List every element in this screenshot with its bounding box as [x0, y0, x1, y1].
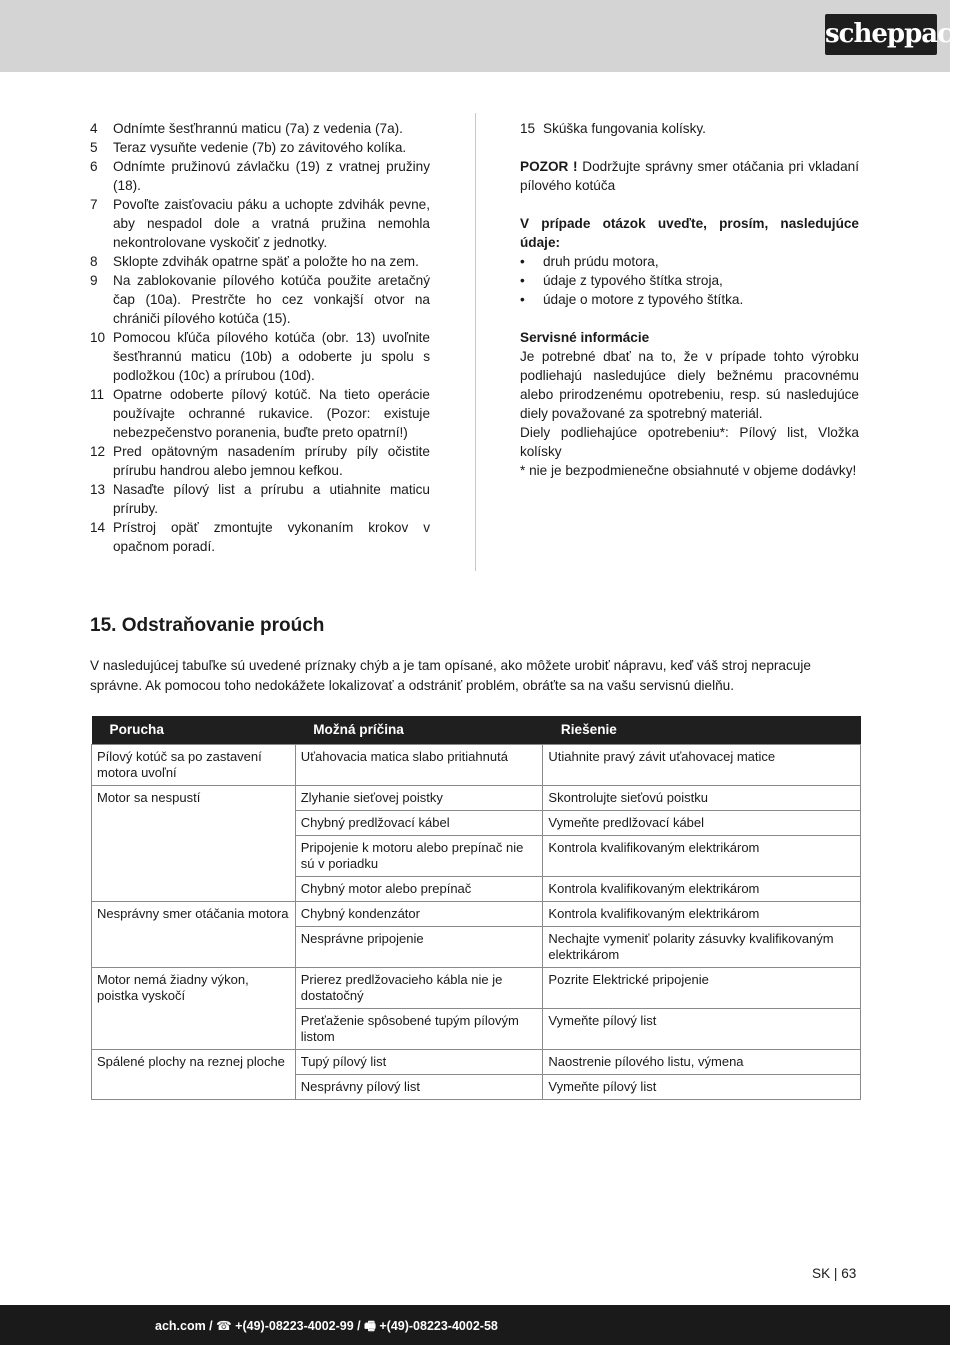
solution-cell: Naostrenie pílového listu, výmena	[543, 1050, 861, 1075]
step-text: Teraz vysuňte vedenie (7b) zo závitového kolíka.	[113, 140, 407, 155]
step-item	[90, 328, 430, 385]
solution-cell: Kontrola kvalifikovaným elektrikárom	[543, 902, 861, 927]
header-cause: Možná príčina	[295, 716, 543, 745]
bullet-icon: •	[520, 273, 525, 288]
scheppach-logo: scheppach	[825, 14, 937, 55]
list-item-text: údaje z typového štítka stroja,	[543, 273, 723, 288]
step-text: Odnímte pružinovú závlačku (19) z vratnej pružiny (18).	[113, 159, 430, 193]
table-row	[92, 968, 861, 1009]
step-number: 7	[90, 197, 98, 212]
table-row	[92, 1050, 861, 1075]
service-heading: Servisné informácie	[520, 330, 650, 345]
caution-note	[520, 157, 859, 195]
step-item	[90, 518, 430, 556]
solution-cell: Pozrite Elektrické pripojenie	[543, 968, 861, 1009]
assembly-steps-column	[90, 119, 430, 556]
step-text: Prístroj opäť zmontujte vykonaním krokov v opačnom poradí.	[113, 520, 430, 554]
cause-cell: Chybný kondenzátor	[295, 902, 543, 927]
right-column	[520, 119, 859, 480]
step-text: Povoľte zaisťovaciu páku a uchopte zdvihák pevne, aby nespadol dole a vratná pružina nemohla nekontrolovane vyskočiť z jednotky.	[113, 197, 430, 250]
cause-cell: Nesprávny pílový list	[295, 1075, 543, 1100]
solution-cell: Skontrolujte sieťovú poistku	[543, 786, 861, 811]
footnote-paragraph: * nie je bezpodmienečne obsiahnuté v objeme dodávky!	[520, 463, 857, 478]
step-item	[90, 480, 430, 518]
table-row	[92, 786, 861, 811]
questions-heading: V prípade otázok uveďte, prosím, nasledujúce údaje:	[520, 216, 859, 250]
step-item	[90, 157, 430, 195]
step-number: 12	[90, 444, 106, 459]
list-item	[520, 290, 859, 309]
step-text: Odnímte šesťhrannú maticu (7a) z vedenia (7a).	[113, 121, 403, 136]
info-bullet-list	[520, 252, 859, 309]
step-item	[90, 119, 430, 138]
step-item	[90, 252, 430, 271]
header-bar	[0, 0, 950, 72]
fault-cell: Spálené plochy na reznej ploche	[92, 1050, 296, 1100]
step-text: Pomocou kľúča pílového kotúča (obr. 13) uvoľnite šesťhrannú maticu (10b) a odoberte ju spolu s podložkou (10c) a prírubou (10d).	[113, 330, 430, 383]
step-number: 6	[90, 159, 98, 174]
section-intro: V nasledujúcej tabuľke sú uvedené príznaky chýb a je tam opísané, ako môžete urobiť nápravu, keď váš stroj nepracuje správne. Ak pomocou toho nedokážete lokalizovať a odstrániť problém, obráťte sa na vašu servisnú dielňu.	[90, 658, 811, 693]
step-number: 10	[90, 330, 106, 345]
list-item-text: údaje o motore z typového štítka.	[543, 292, 744, 307]
fault-cell: Motor nemá žiadny výkon, poistka vyskočí	[92, 968, 296, 1050]
solution-cell: Kontrola kvalifikovaným elektrikárom	[543, 836, 861, 877]
cause-cell: Nesprávne pripojenie	[295, 927, 543, 968]
column-divider	[475, 113, 476, 571]
list-item	[520, 252, 859, 271]
fault-cell: Nesprávny smer otáčania motora	[92, 902, 296, 968]
step-item	[90, 442, 430, 480]
step-text: Sklopte zdvihák opatrne späť a položte ho na zem.	[113, 254, 419, 269]
cause-cell: Uťahovacia matica slabo pritiahnutá	[295, 745, 543, 786]
page-number: SK | 63	[812, 1266, 857, 1281]
header-fault: Porucha	[92, 716, 296, 745]
step-number: 15	[520, 121, 536, 136]
step-item	[90, 138, 430, 157]
solution-cell: Vymeňte pílový list	[543, 1009, 861, 1050]
list-item-text: druh prúdu motora,	[543, 254, 659, 269]
step-number: 4	[90, 121, 98, 136]
bullet-icon: •	[520, 292, 525, 307]
fault-cell: Pílový kotúč sa po zastavení motora uvoľní	[92, 745, 296, 786]
step-item	[90, 385, 430, 442]
caution-text: Dodržujte správny smer otáčania pri vkladaní pílového kotúča	[520, 159, 859, 193]
step-item	[90, 195, 430, 252]
solution-cell: Kontrola kvalifikovaným elektrikárom	[543, 877, 861, 902]
step-text: Opatrne odoberte pílový kotúč. Na tieto operácie používajte ochranné rukavice. (Pozor: existuje nebezpečenstvo poranenia, buďte preto opatrní!)	[113, 387, 430, 440]
step-number: 5	[90, 140, 98, 155]
step-text: Skúška fungovania kolísky.	[543, 121, 706, 136]
wear-parts-paragraph: Diely podliehajúce opotrebeniu*: Pílový list, Vložka kolísky	[520, 425, 859, 459]
table-row	[92, 745, 861, 786]
step-number: 13	[90, 482, 106, 497]
header-solution: Riešenie	[543, 716, 861, 745]
service-paragraph: Je potrebné dbať na to, že v prípade tohto výrobku podliehajú nasledujúce diely bežnému pracovnému alebo prirodzenému opotrebeniu, resp. sú nasledujúce diely považované za spotrebný materiál.	[520, 349, 859, 421]
step-item	[90, 271, 430, 328]
cause-cell: Zlyhanie sieťovej poistky	[295, 786, 543, 811]
solution-cell: Vymeňte pílový list	[543, 1075, 861, 1100]
step-number: 14	[90, 520, 106, 535]
step-number: 11	[90, 387, 105, 402]
cause-cell: Chybný motor alebo prepínač	[295, 877, 543, 902]
fault-cell: Motor sa nespustí	[92, 786, 296, 902]
solution-cell: Nechajte vymeniť polarity zásuvky kvalifikovaným elektrikárom	[543, 927, 861, 968]
footer-contact: ach.com / ☎ +(49)-08223-4002-99 / 🖷 +(49)-08223-4002-58	[155, 1319, 498, 1333]
cause-cell: Chybný predlžovací kábel	[295, 811, 543, 836]
caution-label: POZOR !	[520, 159, 578, 174]
cause-cell: Tupý pílový list	[295, 1050, 543, 1075]
step-number: 8	[90, 254, 98, 269]
cause-cell: Preťaženie spôsobené tupým pílovým listom	[295, 1009, 543, 1050]
step-15	[520, 119, 859, 138]
cause-cell: Pripojenie k motoru alebo prepínač nie sú v poriadku	[295, 836, 543, 877]
cause-cell: Prierez predlžovacieho kábla nie je dostatočný	[295, 968, 543, 1009]
bullet-icon: •	[520, 254, 525, 269]
table-header-row	[92, 716, 861, 745]
step-text: Nasaďte pílový list a prírubu a utiahnite maticu príruby.	[113, 482, 430, 516]
step-text: Na zablokovanie pílového kotúča použite aretačný čap (10a). Prestrčte ho cez vonkajší otvor na chrániči pílového kotúča (15).	[113, 273, 430, 326]
solution-cell: Vymeňte predlžovací kábel	[543, 811, 861, 836]
table-row	[92, 902, 861, 927]
list-item	[520, 271, 859, 290]
troubleshooting-table	[91, 716, 861, 1100]
step-number: 9	[90, 273, 98, 288]
solution-cell: Utiahnite pravý závit uťahovacej matice	[543, 745, 861, 786]
section-title: 15. Odstraňovanie proúch	[90, 615, 325, 636]
step-text: Pred opätovným nasadením príruby píly očistite prírubu handrou alebo jemnou kefkou.	[113, 444, 430, 478]
